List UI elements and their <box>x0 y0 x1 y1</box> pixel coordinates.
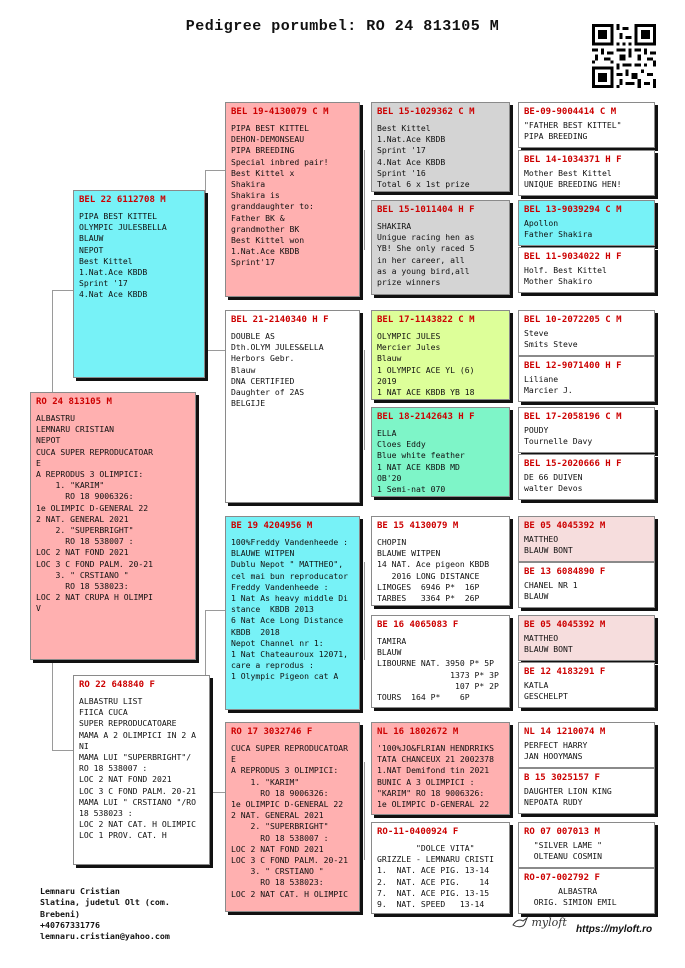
breeder-info <box>40 886 170 942</box>
ancestor-card <box>518 868 655 914</box>
ring-number: BEL 11-9034022 H F <box>524 252 622 262</box>
great-grandparent-card <box>371 407 510 497</box>
ancestor-card <box>518 200 655 246</box>
ring-number: BEL 22 6112708 M <box>79 195 166 205</box>
great-grandparent-card <box>371 615 510 708</box>
connector-line <box>364 350 365 450</box>
ring-number: BEL 21-2140340 H F <box>231 315 329 325</box>
ring-number: BEL 14-1034371 H F <box>524 155 622 165</box>
pigeon-details: CUCA SUPER REPRODUCATOAR E A REPRODUS 3 OLIMPICI: 1. "KARIM" RO 18 9006326: 1e OLIMPIC D-GENERAL 22 2 NAT. GENERAL 2021 2. "SUPERBRIGHT" RO 18 538007 : LOC 2 NAT FOND 2021 LOC 3 C FOND PALM. 20-21 3. " CRSTIANO " RO 18 538023: LOC 2 NAT CAT. H OLIMPIC <box>231 743 348 899</box>
ring-number: RO 24 813105 M <box>36 397 112 407</box>
ancestor-card <box>518 516 655 562</box>
connector-line <box>52 290 53 392</box>
connector-line <box>52 290 73 291</box>
pigeon-details: Mother Best Kittel UNIQUE BREEDING HEN! <box>524 168 622 190</box>
ring-number: BE 13 6084890 F <box>524 567 606 577</box>
connector-line <box>511 640 512 688</box>
pigeon-details: Liliane Marcier J. <box>524 374 573 396</box>
connector-line <box>52 750 73 751</box>
grandparent-card <box>225 102 360 297</box>
ring-number: BEL 15-2020666 H F <box>524 459 622 469</box>
ancestor-card <box>518 722 655 768</box>
ancestor-card <box>518 562 655 608</box>
ring-number: BE 15 4130079 M <box>377 521 459 531</box>
pigeon-details: MATTHEO BLAUW BONT <box>524 633 573 655</box>
ancestor-card <box>518 310 655 356</box>
pigeon-details: "FATHER BEST KITTEL" PIPA BREEDING <box>524 120 622 142</box>
ring-number: BEL 19-4130079 C M <box>231 107 329 117</box>
father-card <box>73 190 205 378</box>
connector-line <box>52 660 53 750</box>
ring-number: BE-09-9004414 C M <box>524 107 617 117</box>
pigeon-details: "SILVER LAME " OLTEANU COSMIN <box>533 840 602 862</box>
pigeon-details: KATLA GESCHELPT <box>524 680 568 702</box>
page-title: Pedigree porumbel: RO 24 813105 M <box>185 18 500 35</box>
ancestor-card <box>518 768 655 814</box>
ancestor-card <box>518 615 655 661</box>
ring-number: NL 16 1802672 M <box>377 727 459 737</box>
pigeon-details: TAMIRA BLAUW LIBOURNE NAT. 3950 P* 5P 1373 P* 3P 107 P* 2P TOURS 164 P* 6P <box>377 636 499 703</box>
ring-number: BEL 12-9071400 H F <box>524 361 622 371</box>
connector-line <box>511 845 512 893</box>
pigeon-details: DE 66 DUIVEN walter Devos <box>524 472 583 494</box>
great-grandparent-card <box>371 822 510 914</box>
grandparent-card <box>225 722 360 912</box>
great-grandparent-card <box>371 102 510 192</box>
breeder-email[interactable]: lemnaru.cristian@yahoo.com <box>40 931 170 942</box>
ring-number: BEL 10-2072205 C M <box>524 315 622 325</box>
ring-number: BEL 13-9039294 C M <box>524 205 622 215</box>
qr-code <box>592 24 656 88</box>
ancestor-card <box>518 247 655 293</box>
pigeon-details: Apollon Father Shakira <box>524 218 593 240</box>
great-grandparent-card <box>371 310 510 400</box>
pigeon-details: 100%Freddy Vandenheede : BLAUWE WITPEN Dublu Nepot " MATTHEO", cel mai bun reproducator Freddy Vandenheede : 1 Nat As heavy middle Di stance KBDB 2013 6 Nat Ace Long Distance KBDB 2018 Nepot Channel nr 1: 1 Nat Chateauroux 12071, care a reprodus : 1 Olympic Pigeon cat A <box>231 537 348 682</box>
pigeon-details: Holf. Best Kittel Mother Shakiro <box>524 265 607 287</box>
ancestor-card <box>518 662 655 708</box>
grandparent-card <box>225 310 360 503</box>
ring-number: RO 22 648840 F <box>79 680 155 690</box>
ring-number: BEL 18-2142643 H F <box>377 412 475 422</box>
ring-number: BEL 15-1011404 H F <box>377 205 475 215</box>
subject-pigeon-card <box>30 392 196 660</box>
ancestor-card <box>518 822 655 868</box>
great-grandparent-card <box>371 200 510 295</box>
ring-number: BE 05 4045392 M <box>524 521 606 531</box>
great-grandparent-card <box>371 516 510 606</box>
connector-line <box>364 762 365 860</box>
connector-line <box>364 150 365 250</box>
ring-number: RO-07-002792 F <box>524 873 600 883</box>
pigeon-details: PIPA BEST KITTEL OLYMPIC JULESBELLA BLAUW NEPOT Best Kittel 1.Nat.Ace KBDB Sprint '17 4.Nat Ace KBDB <box>79 211 167 300</box>
connector-line <box>511 126 512 174</box>
ancestor-card <box>518 356 655 402</box>
ring-number: BE 19 4204956 M <box>231 521 313 531</box>
connector-line <box>205 610 225 611</box>
ring-number: RO 07 007013 M <box>524 827 600 837</box>
pigeon-details: POUDY Tournelle Davy <box>524 425 593 447</box>
website-link[interactable]: https://myloft.ro <box>576 924 653 935</box>
pigeon-details: '100%JO&FLRIAN HENDRRIKS TATA CHANCEUX 21 2002378 1.NAT Demifond tin 2021 BUNIC A 3 OLIMPICI : "KARIM" RO 18 9006326: 1e OLIMPIC D-GENERAL 22 <box>377 743 494 810</box>
connector-line <box>511 745 512 793</box>
connector-line <box>364 562 365 660</box>
ring-number: BEL 15-1029362 C M <box>377 107 475 117</box>
connector-line <box>205 350 225 351</box>
ring-number: BE 12 4183291 F <box>524 667 606 677</box>
ancestor-card <box>518 454 655 500</box>
pigeon-details: MATTHEO BLAUW BONT <box>524 534 573 556</box>
ring-number: RO 17 3032746 F <box>231 727 313 737</box>
pigeon-details: DOUBLE AS Dth.OLYM JULES&ELLA Herbors Gebr. Blauw DNA CERTIFIED Daughter of 2AS BELGIJE <box>231 331 324 409</box>
pigeon-details: ALBASTRA ORIG. SIMION EMIL <box>533 886 617 908</box>
pigeon-details: PERFECT HARRY JAN HOOYMANS <box>524 740 588 762</box>
pigeon-details: DAUGHTER LION KING NEPOATA RUDY <box>524 786 612 808</box>
connector-line <box>205 170 225 171</box>
myloft-logo <box>512 916 567 930</box>
great-grandparent-card <box>371 722 510 815</box>
ancestor-card <box>518 102 655 148</box>
grandparent-card <box>225 516 360 710</box>
pigeon-details: ALBASTRU LIST FIICA CUCA SUPER REPRODUCATOARE MAMA A 2 OLIMPICI IN 2 A NI MAMA LUI "SUPERBRIGHT"/ RO 18 538007 : LOC 2 NAT FOND 2021 LOC 3 C FOND PALM. 20-21 MAMA LUI " CRSTIANO "/RO 18 538023 : LOC 2 NAT CAT. H OLIMPIC LOC 1 PROV. CAT. H <box>79 696 196 841</box>
ring-number: BE 16 4065083 F <box>377 620 459 630</box>
pigeon-details: OLYMPIC JULES Mercier Jules Blauw 1 OLYMPIC ACE YL (6) 2019 1 NAT ACE KBDB YB 18 <box>377 331 475 398</box>
connector-line <box>511 334 512 382</box>
pigeon-details: ELLA Cloes Eddy Blue white feather 1 NAT ACE KBDB MD OB'20 1 Semi-nat 070 <box>377 428 465 495</box>
breeder-address: Slatina, judetul Olt (com. Brebeni) <box>40 897 170 919</box>
ancestor-card <box>518 150 655 196</box>
mother-card <box>73 675 210 865</box>
pigeon-icon <box>512 916 528 930</box>
pigeon-details: CHOPIN BLAUWE WITPEN 14 NAT. Ace pigeon KBDB 2016 LONG DISTANCE LIMOGES 6946 P* 16P TARBES 3364 P* 26P <box>377 537 490 604</box>
ring-number: NL 14 1210074 M <box>524 727 606 737</box>
connector-line <box>511 224 512 272</box>
breeder-name: Lemnaru Cristian <box>40 886 120 896</box>
breeder-phone: +40767331776 <box>40 919 100 930</box>
pigeon-details: ALBASTRU LEMNARU CRISTIAN NEPOT CUCA SUPER REPRODUCATOAR E A REPRODUS 3 OLIMPICI: 1. "KARIM" RO 18 9006326: 1e OLIMPIC D-GENERAL 22 2 NAT. GENERAL 2021 2. "SUPERBRIGHT" RO 18 538007 : LOC 2 NAT FOND 2021 LOC 3 C FOND PALM. 20-21 3. " CRSTIANO " RO 18 538023: LOC 2 NAT CRUPA H OLIMPI V <box>36 413 153 614</box>
ancestor-card <box>518 407 655 453</box>
ring-number: BEL 17-2058196 C M <box>524 412 622 422</box>
ring-number: B 15 3025157 F <box>524 773 600 783</box>
pigeon-details: Best Kittel 1.Nat.Ace KBDB Sprint '17 4.Nat Ace KBDB Sprint '16 Total 6 x 1st prize <box>377 123 470 190</box>
connector-line <box>511 432 512 480</box>
ring-number: BE 05 4045392 M <box>524 620 606 630</box>
pigeon-details: SHAKIRA Unigue racing hen as YB! She only raced 5 in her career, all as a young bird,all prize winners <box>377 221 475 288</box>
pigeon-details: Steve Smits Steve <box>524 328 578 350</box>
ring-number: RO-11-0400924 F <box>377 827 459 837</box>
logo-text: myloft <box>531 916 567 929</box>
connector-line <box>511 540 512 588</box>
pigeon-details: PIPA BEST KITTEL DEHON-DEMONSEAU PIPA BREEDING Special inbred pair! Best Kittel x Shakira Shakira is granddaughter to: Father BK & grandmother BK Best Kittel won 1.Nat.Ace KBDB Sprint'17 <box>231 123 329 268</box>
pigeon-details: CHANEL NR 1 BLAUW <box>524 580 578 602</box>
connector-line <box>205 170 206 350</box>
ring-number: BEL 17-1143822 C M <box>377 315 475 325</box>
pigeon-details: "DOLCE VITA" GRIZZLE - LEMNARU CRISTI 1. NAT. ACE PIG. 13-14 2. NAT. ACE PIG. 14 7. NAT. ACE PIG. 13-15 9. NAT. SPEED 13-14 <box>377 843 494 910</box>
